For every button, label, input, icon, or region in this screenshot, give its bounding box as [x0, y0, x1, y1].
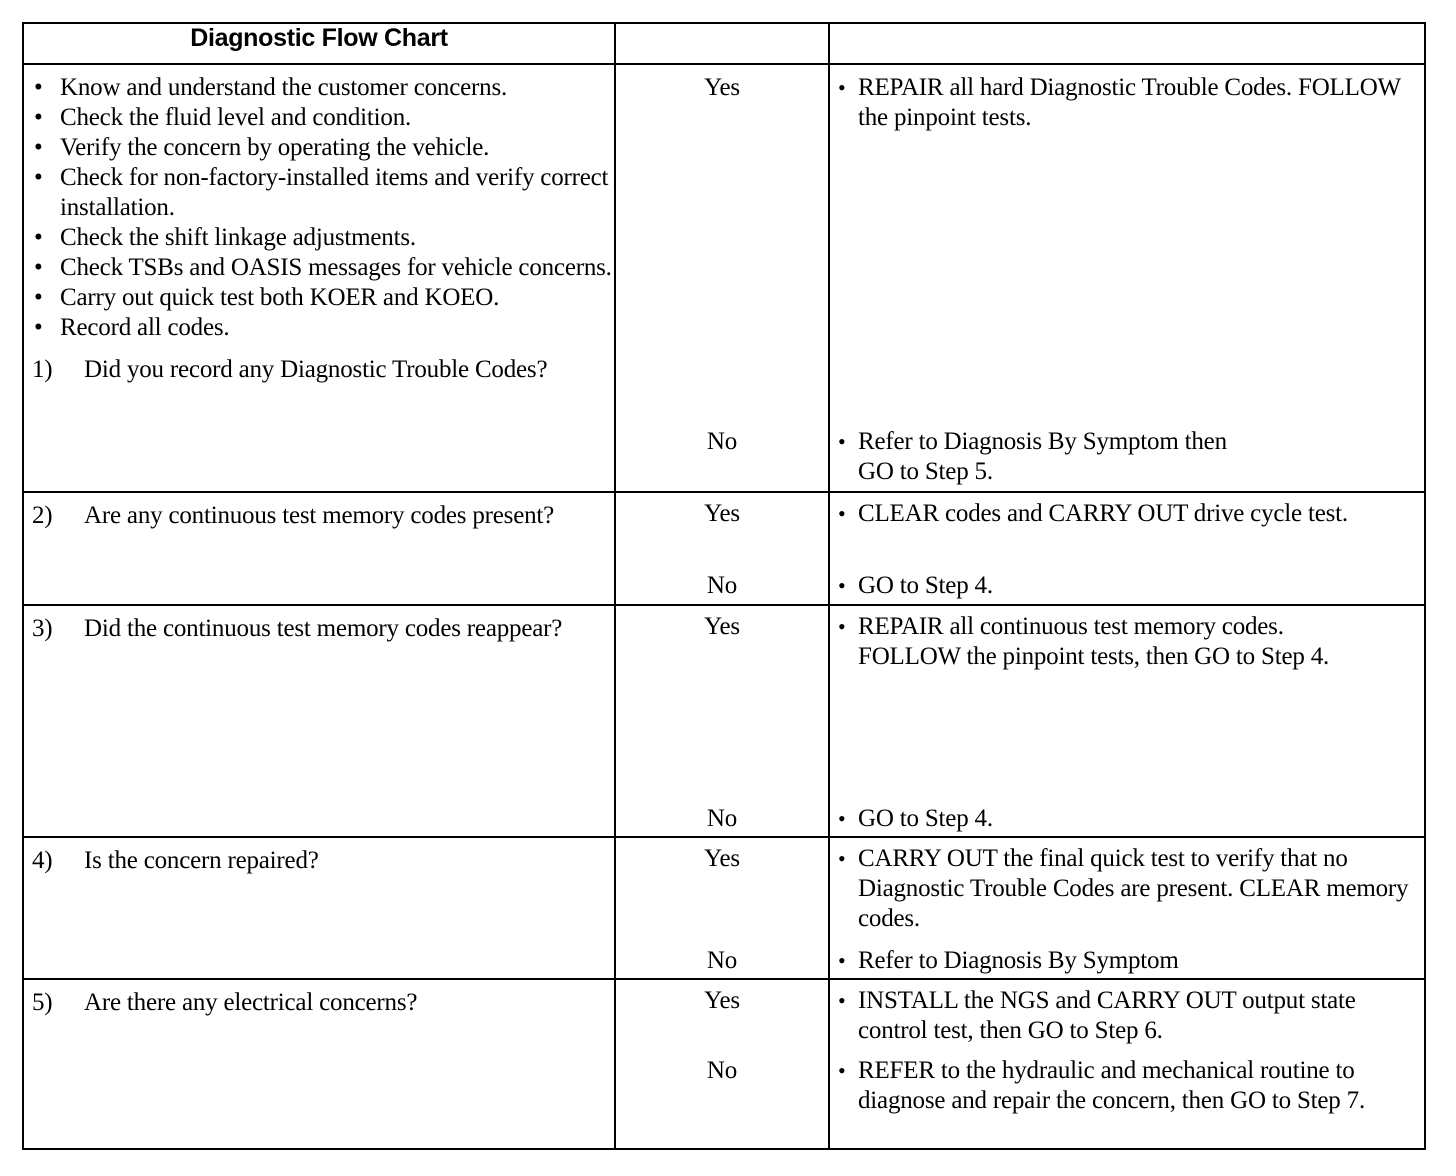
step-4-row — [23, 837, 1425, 979]
yes-label: Yes — [704, 500, 740, 527]
step-1-condition-cell — [23, 64, 615, 492]
yes-action: • CLEAR codes and CARRY OUT drive cycle test. — [838, 499, 1418, 529]
step-2-condition-cell — [23, 492, 615, 605]
step-2-answers-cell — [615, 492, 829, 605]
step-number: 4) — [32, 847, 53, 874]
yes-action: • REPAIR all hard Diagnostic Trouble Codes. FOLLOW the pinpoint tests. — [838, 73, 1418, 133]
question-text: Did you record any Diagnostic Trouble Codes? — [84, 356, 548, 383]
check-item: • Check the shift linkage adjustments. — [32, 223, 614, 253]
check-item: • Check TSBs and OASIS messages for vehicle concerns. — [32, 253, 614, 283]
step-number: 1) — [32, 356, 53, 383]
step-2-question — [24, 493, 614, 531]
no-label: No — [706, 947, 738, 974]
question-text: Are any continuous test memory codes present? — [84, 502, 555, 529]
yes-action: • REPAIR all continuous test memory codes. FOLLOW the pinpoint tests, then GO to Step 4. — [838, 612, 1344, 672]
step-number: 5) — [32, 989, 53, 1016]
yes-label: Yes — [704, 987, 740, 1014]
step-1-question — [24, 343, 614, 385]
step-3-actions-cell — [829, 605, 1425, 837]
step-1-actions-cell — [829, 64, 1425, 492]
step-4-actions-cell — [829, 837, 1425, 979]
step-5-answers-cell — [615, 979, 829, 1149]
step-1-row — [23, 64, 1425, 492]
no-action: • Refer to Diagnosis By Symptom — [838, 946, 1418, 976]
check-item: • Know and understand the customer concerns. — [32, 73, 614, 103]
step-5-actions-cell — [829, 979, 1425, 1149]
no-label: No — [706, 1057, 738, 1084]
preliminary-checks-list — [24, 65, 614, 343]
no-label: No — [706, 428, 738, 455]
step-5-condition-cell — [23, 979, 615, 1149]
header-action-cell — [829, 23, 1425, 64]
yes-label: Yes — [704, 845, 740, 872]
step-3-answers-cell — [615, 605, 829, 837]
no-action: • REFER to the hydraulic and mechanical routine to diagnose and repair the concern, then GO to Step 7. — [838, 1056, 1418, 1116]
no-action: • GO to Step 4. — [838, 804, 1418, 834]
no-action: • GO to Step 4. — [838, 571, 1418, 601]
step-number: 3) — [32, 615, 53, 642]
step-2-actions-cell — [829, 492, 1425, 605]
step-number: 2) — [32, 502, 53, 529]
step-5-row — [23, 979, 1425, 1149]
step-3-condition-cell — [23, 605, 615, 837]
step-3-row — [23, 605, 1425, 837]
question-text: Did the continuous test memory codes reappear? — [84, 615, 563, 642]
step-4-answers-cell — [615, 837, 829, 979]
check-item: • Record all codes. — [32, 313, 614, 343]
question-text: Is the concern repaired? — [84, 847, 319, 874]
question-text: Are there any electrical concerns? — [84, 989, 418, 1016]
step-5-question — [24, 980, 614, 1018]
no-label: No — [706, 805, 738, 832]
no-action: • Refer to Diagnosis By Symptom then GO to Step 5. — [838, 427, 1254, 487]
chart-title: Diagnostic Flow Chart — [23, 23, 615, 64]
yes-label: Yes — [704, 74, 740, 101]
check-item: • Check for non-factory-installed items and verify correct installation. — [32, 163, 614, 223]
yes-label: Yes — [704, 613, 740, 640]
step-3-question — [24, 606, 614, 644]
step-4-question — [24, 838, 614, 876]
no-label: No — [706, 572, 738, 599]
step-4-condition-cell — [23, 837, 615, 979]
step-1-answers-cell — [615, 64, 829, 492]
check-item: • Check the fluid level and condition. — [32, 103, 614, 133]
step-2-row — [23, 492, 1425, 605]
check-item: • Carry out quick test both KOER and KOEO. — [32, 283, 614, 313]
yes-action: • INSTALL the NGS and CARRY OUT output state control test, then GO to Step 6. — [838, 986, 1418, 1046]
yes-action: • CARRY OUT the final quick test to verify that no Diagnostic Trouble Codes are present. CLEAR memory codes. — [838, 844, 1418, 934]
header-answer-cell — [615, 23, 829, 64]
header-row — [23, 23, 1425, 64]
check-item: • Verify the concern by operating the vehicle. — [32, 133, 614, 163]
diagnostic-flow-chart-table — [22, 22, 1426, 1150]
